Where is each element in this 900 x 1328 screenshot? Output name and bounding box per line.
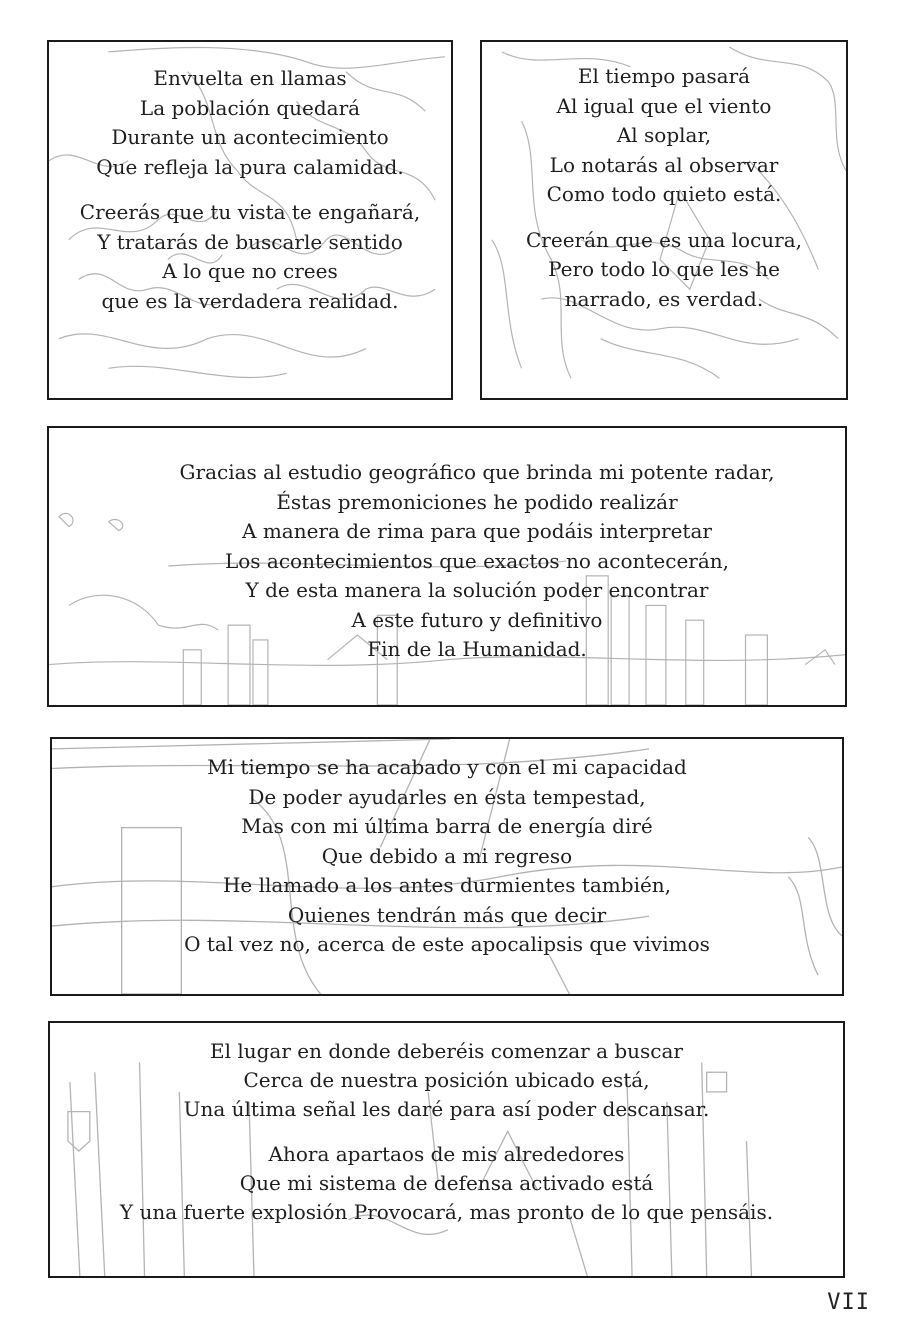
page-number: VII bbox=[827, 1290, 870, 1315]
poem-line: Que debido a mi regreso bbox=[321, 843, 573, 868]
poem-line: Durante un acontecimiento bbox=[111, 125, 389, 149]
poem-panel-wind bbox=[480, 40, 848, 400]
poem-line: Creerán que es una locura, bbox=[526, 227, 802, 252]
poem-line: Y de esta manera la solución poder encontrar bbox=[245, 578, 709, 602]
poem-line: Creerás que tu vista te engañará, bbox=[79, 200, 421, 224]
poem-line: La población quedará bbox=[139, 95, 361, 120]
poem-line: Cerca de nuestra posición ubicado está, bbox=[243, 1068, 650, 1092]
poem-stanzas bbox=[49, 64, 451, 316]
poem-line: Y una fuerte explosión Provocará, mas pronto de lo que pensáis. bbox=[119, 1200, 774, 1224]
poem-line: Pero todo lo que les he bbox=[548, 257, 780, 281]
poem-line: narrado, es verdad. bbox=[564, 286, 764, 311]
poem-line: Que mi sistema de defensa activado está bbox=[239, 1171, 654, 1195]
poem-line: Que refleja la pura calamidad. bbox=[96, 154, 404, 179]
poem-line: He llamado a los antes durmientes también, bbox=[222, 873, 672, 897]
poem-line: Gracias al estudio geográfico que brinda mi potente radar, bbox=[179, 460, 775, 484]
poem-line: Envuelta en llamas bbox=[153, 66, 347, 90]
poem-panel-fire bbox=[47, 40, 453, 400]
poem-line: Al soplar, bbox=[616, 123, 712, 147]
poem-stanzas bbox=[49, 458, 845, 665]
poem-line: Al igual que el viento bbox=[556, 93, 772, 118]
poem-panel-ruins bbox=[48, 1021, 845, 1278]
poem-panel-city bbox=[47, 426, 847, 707]
poem-stanzas bbox=[482, 62, 846, 314]
poem-line: El lugar en donde deberéis comenzar a buscar bbox=[210, 1039, 683, 1063]
poem-line: A lo que no crees bbox=[162, 259, 338, 283]
poem-line: De poder ayudarles en ésta tempestad, bbox=[248, 784, 646, 809]
poem-line: que es la verdadera realidad. bbox=[101, 288, 399, 313]
poem-line: A este futuro y definitivo bbox=[351, 607, 603, 632]
poem-line: Los acontecimientos que exactos no acontecerán, bbox=[224, 548, 729, 573]
poem-line: Lo notarás al observar bbox=[549, 152, 779, 177]
poem-line: Fin de la Humanidad. bbox=[367, 637, 587, 661]
poem-line: El tiempo pasará bbox=[577, 64, 751, 88]
poem-line: Como todo quieto está. bbox=[546, 182, 782, 206]
poem-line: A manera de rima para que podáis interpretar bbox=[242, 519, 712, 543]
poem-line: Quienes tendrán más que decir bbox=[287, 902, 607, 927]
poem-line: O tal vez no, acerca de este apocalipsis que vivimos bbox=[184, 932, 710, 956]
poem-line: Éstas premoniciones he podido realizár bbox=[276, 489, 678, 514]
poem-line: Ahora apartaos de mis alrededores bbox=[268, 1142, 625, 1166]
poem-stanzas bbox=[50, 1037, 843, 1227]
poem-line: Y tratarás de buscarle sentido bbox=[97, 229, 403, 254]
poem-panel-storm bbox=[50, 737, 844, 996]
poem-line: Mi tiempo se ha acabado y con el mi capacidad bbox=[207, 755, 687, 779]
poem-line: Mas con mi última barra de energía diré bbox=[241, 814, 653, 838]
poem-line: Una última señal les daré para así poder descansar. bbox=[183, 1097, 710, 1121]
poem-stanzas bbox=[52, 753, 842, 960]
